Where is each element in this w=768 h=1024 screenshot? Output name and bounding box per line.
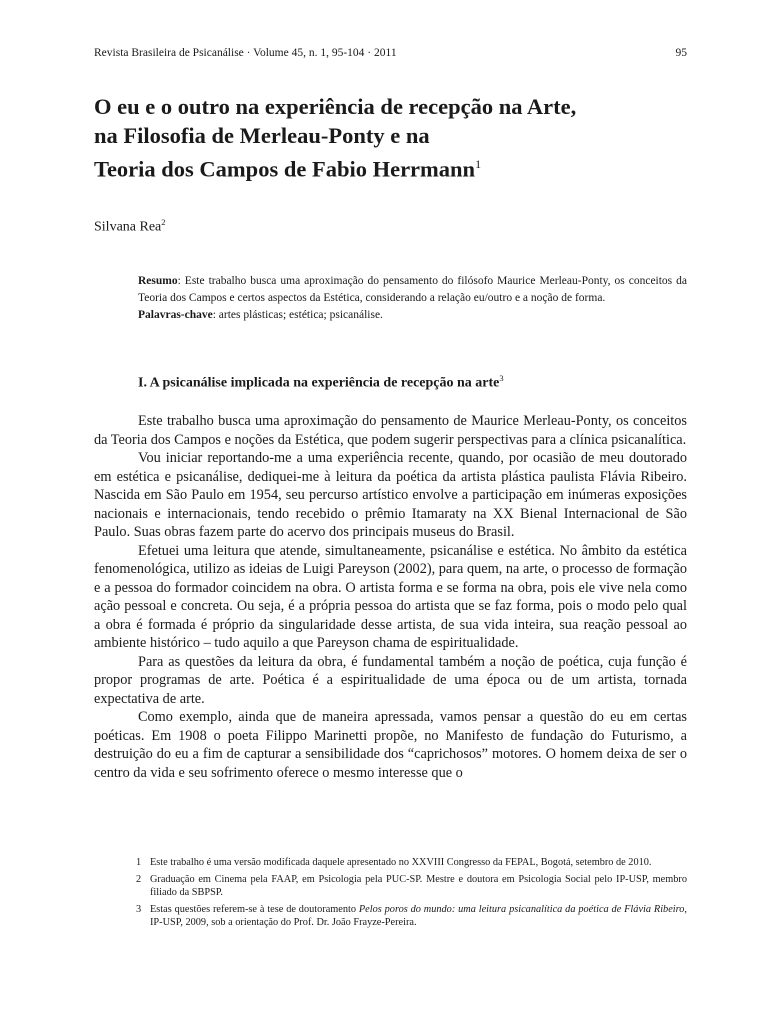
author-name: Silvana Rea (94, 219, 162, 235)
paragraph: Efetuei uma leitura que atende, simultaneamente, psicanálise e estética. No âmbito da estética fenomenológica, utilizo as ideias de Luigi Pareyson (2002), para quem, na arte, o processo de formação e a pessoa do formador coincidem na obra. O artista forma e se forma na obra, pois ele vive nela como ação pessoal e concreta. Ou seja, é a própria pessoa do artista que se faz forma, pois o modo pelo qual a obra é formada é próprio da singularidade desse artista, de sua vida inteira, sua reação pessoal ao ambiente histórico – tudo aquilo a que Pareyson chama de espiritualidade. (94, 542, 687, 651)
paragraph: Como exemplo, ainda que de maneira apressada, vamos pensar a questão do eu em certas poéticas. Em 1908 o poeta Filippo Marinetti propõe, no Manifesto de fundação do Futurismo, a destruição do eu a fim de capturar a sensibilidade dos “caprichosos” motores. O homem deixa de ser o centro da vida e seu sofrimento oferece o mesmo interesse que o (94, 709, 687, 781)
footnote-text (150, 903, 687, 929)
journal-citation: Revista Brasileira de Psicanálise · Volume 45, n. 1, 95-104 · 2011 (94, 47, 397, 59)
title-footnote-marker[interactable]: 1 (475, 157, 482, 171)
section-footnote-marker[interactable]: 3 (499, 373, 504, 383)
resumo-label: Resumo (138, 275, 178, 287)
footnote-number: 1 (136, 857, 142, 868)
footnotes (94, 856, 687, 933)
author-footnote-marker[interactable]: 2 (161, 217, 166, 227)
abstract-keywords (138, 307, 687, 324)
title-line-2: na Filosofia de Merleau-Ponty e na (94, 123, 430, 148)
author (94, 217, 166, 236)
footnote-text: Este trabalho é uma versão modificada daquele apresentado no XXVIII Congresso da FEPAL, Bogotá, setembro de 2010. (150, 857, 652, 868)
section-heading (138, 373, 504, 392)
footnote-text: Graduação em Cinema pela FAAP, em Psicologia pela PUC-SP. Mestre e doutora em Psicologia Social pelo IP-USP, membro filiado da SBPSP. (150, 873, 687, 898)
footnote-text-pre: Estas questões referem-se à tese de doutoramento (150, 903, 359, 915)
resumo-text: : Este trabalho busca uma aproximação do pensamento do filósofo Maurice Merleau-Ponty, os conceitos da Teoria dos Campos e certos aspectos da Estética, considerando a relação eu/outro e a noção de forma. (138, 275, 687, 304)
footnote (94, 903, 687, 929)
keywords-label: Palavras-chave (138, 309, 213, 321)
page-number: 95 (675, 47, 687, 59)
abstract-resumo (138, 273, 687, 307)
body-text (94, 412, 687, 782)
paragraph: Para as questões da leitura da obra, é fundamental também a noção de poética, cuja função é propor programas de arte. Poética é a espiritualidade de uma época ou de um artista, tornada expectativa de arte. (94, 653, 687, 707)
article-title (94, 92, 687, 184)
footnote (94, 856, 687, 869)
paragraph: Vou iniciar reportando-me a uma experiência recente, quando, por ocasião de meu doutorado em estética e psicanálise, dediquei-me à leitura da poética da artista plástica paulista Flávia Ribeiro. Nascida em São Paulo em 1954, seu percurso artístico envolve a participação em inúmeras exposições nacionais e internacionais, tendo recebido o prêmio Itamaraty na XX Bienal Internacional de São Paulo. Suas obras fazem parte do acervo dos principais museus do Brasil. (94, 450, 687, 540)
footnote (94, 873, 687, 899)
footnote-number: 2 (136, 873, 142, 885)
footnote-number: 3 (136, 903, 142, 915)
running-header (94, 47, 687, 59)
abstract (138, 273, 687, 324)
paragraph: Este trabalho busca uma aproximação do pensamento de Maurice Merleau-Ponty, os conceitos da Teoria dos Campos e noções da Estética, que podem sugerir perspectivas para a clínica psicanalítica. (94, 413, 687, 448)
thesis-title: Pelos poros do mundo: uma leitura psicanalítica da poética de Flávia Ribeiro (358, 903, 685, 915)
title-line-1: O eu e o outro na experiência de recepção na Arte, (94, 94, 577, 119)
section-heading-text: I. A psicanálise implicada na experiência de recepção na arte (138, 375, 500, 391)
keywords-text: : artes plásticas; estética; psicanálise. (212, 309, 383, 321)
title-line-3: Teoria dos Campos de Fabio Herrmann (94, 156, 476, 182)
footnote-text-post: , IP-USP, 2009, sob a orientação do Prof. Dr. João Frayze-Pereira. (150, 903, 687, 928)
